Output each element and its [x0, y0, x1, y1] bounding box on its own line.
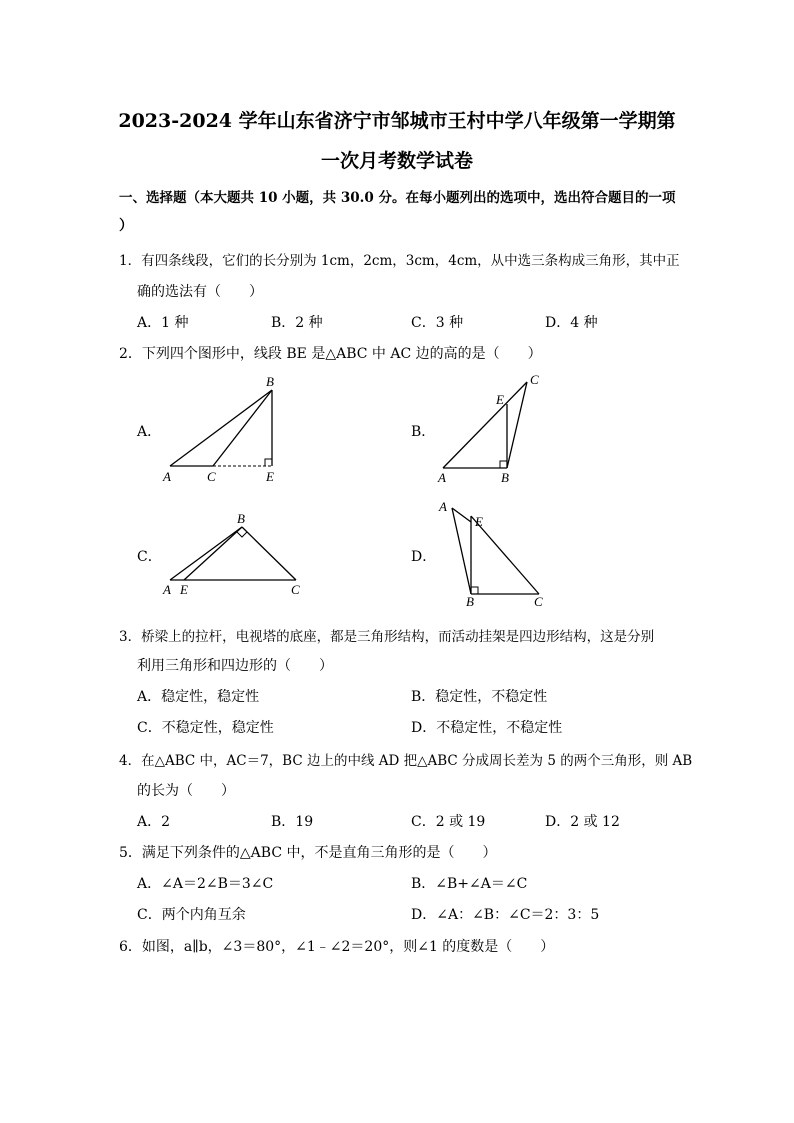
- q1-option-d[interactable]: D．4 种: [545, 315, 598, 331]
- q1-stem: 1．有四条线段，它们的长分别为 1cm，2cm，3cm，4cm，从中选三条构成三角形，其中正: [119, 253, 680, 269]
- paper-title-line1: 2023-2024 学年山东省济宁市邹城市王村中学八年级第一学期第: [118, 110, 676, 132]
- fig-d-label-b: B: [466, 594, 474, 609]
- q2-option-a-label[interactable]: A．: [137, 424, 162, 440]
- fig-d-label-e: E: [475, 514, 483, 529]
- q3-stem-cont: 利用三角形和四边形的（ ）: [137, 658, 333, 674]
- paper-title-line2: 一次月考数学试卷: [320, 150, 473, 172]
- q5-option-d[interactable]: D．∠A：∠B：∠C＝2：3：5: [411, 907, 600, 923]
- fig-c-label-e: E: [180, 582, 188, 597]
- fig-b-label-b: B: [501, 470, 509, 485]
- q4-stem: 4．在△ABC 中，AC＝7，BC 边上的中线 AD 把△ABC 分成周长差为 5 的两个三角形，则 AB: [119, 753, 693, 769]
- q1-option-b[interactable]: B．2 种: [271, 315, 323, 331]
- q4-option-b[interactable]: B．19: [271, 814, 314, 830]
- q2-figure-d: [435, 498, 555, 608]
- q1-option-a[interactable]: A．1 种: [137, 315, 189, 331]
- q4-option-c[interactable]: C．2 或 19: [411, 814, 486, 830]
- fig-c-label-b: B: [237, 511, 245, 526]
- q2-option-b-label[interactable]: B．: [411, 424, 436, 440]
- fig-a-label-c: C: [207, 469, 216, 484]
- q4-stem-cont: 的长为（ ）: [137, 783, 235, 799]
- fig-b-label-e: E: [496, 392, 504, 407]
- section-heading: 一、选择题（本大题共 10 小题，共 30.0 分。在每小题列出的选项中，选出符合题目的一项: [119, 190, 676, 206]
- q2-option-d-label[interactable]: D．: [411, 549, 437, 565]
- fig-b-label-a: A: [438, 470, 446, 485]
- q4-option-a[interactable]: A．2: [137, 814, 171, 830]
- q3-option-d[interactable]: D．不稳定性，不稳定性: [411, 720, 563, 736]
- q6-stem: 6．如图，a∥b，∠3＝80°，∠1﹣∠2＝20°，则∠1 的度数是（ ）: [119, 939, 555, 955]
- q2-figure-a: [160, 373, 300, 483]
- q5-option-b[interactable]: B．∠B+∠A＝∠C: [411, 876, 528, 892]
- q3-option-a[interactable]: A．稳定性，稳定性: [137, 689, 260, 705]
- q2-stem: 2．下列四个图形中，线段 BE 是△ABC 中 AC 边的高的是（ ）: [119, 346, 542, 362]
- fig-a-label-b: B: [266, 374, 274, 389]
- q2-option-c-label[interactable]: C．: [137, 549, 162, 565]
- q5-stem: 5．满足下列条件的△ABC 中，不是直角三角形的是（ ）: [119, 845, 497, 861]
- fig-c-label-c: C: [291, 582, 300, 597]
- fig-c-label-a: A: [163, 582, 171, 597]
- fig-a-label-e: E: [266, 469, 274, 484]
- q3-option-c[interactable]: C．不稳定性，稳定性: [137, 720, 274, 736]
- q2-figure-c: [160, 510, 310, 600]
- q1-stem-cont: 确的选法有（ ）: [137, 284, 263, 300]
- q3-stem: 3．桥梁上的拉杆，电视塔的底座，都是三角形结构，而活动挂架是四边形结构，这是分别: [119, 629, 655, 645]
- q5-option-a[interactable]: A．∠A＝2∠B＝3∠C: [137, 876, 274, 892]
- fig-d-label-c: C: [534, 594, 543, 609]
- q5-option-c[interactable]: C．两个内角互余: [137, 907, 246, 923]
- q2-figure-b: [435, 370, 565, 485]
- fig-b-label-c: C: [530, 372, 539, 387]
- fig-d-label-a: A: [439, 499, 447, 514]
- section-heading-cont: ）: [119, 218, 133, 234]
- fig-a-label-a: A: [163, 469, 171, 484]
- q3-option-b[interactable]: B．稳定性，不稳定性: [411, 689, 548, 705]
- q1-option-c[interactable]: C．3 种: [411, 315, 464, 331]
- q4-option-d[interactable]: D．2 或 12: [545, 814, 620, 830]
